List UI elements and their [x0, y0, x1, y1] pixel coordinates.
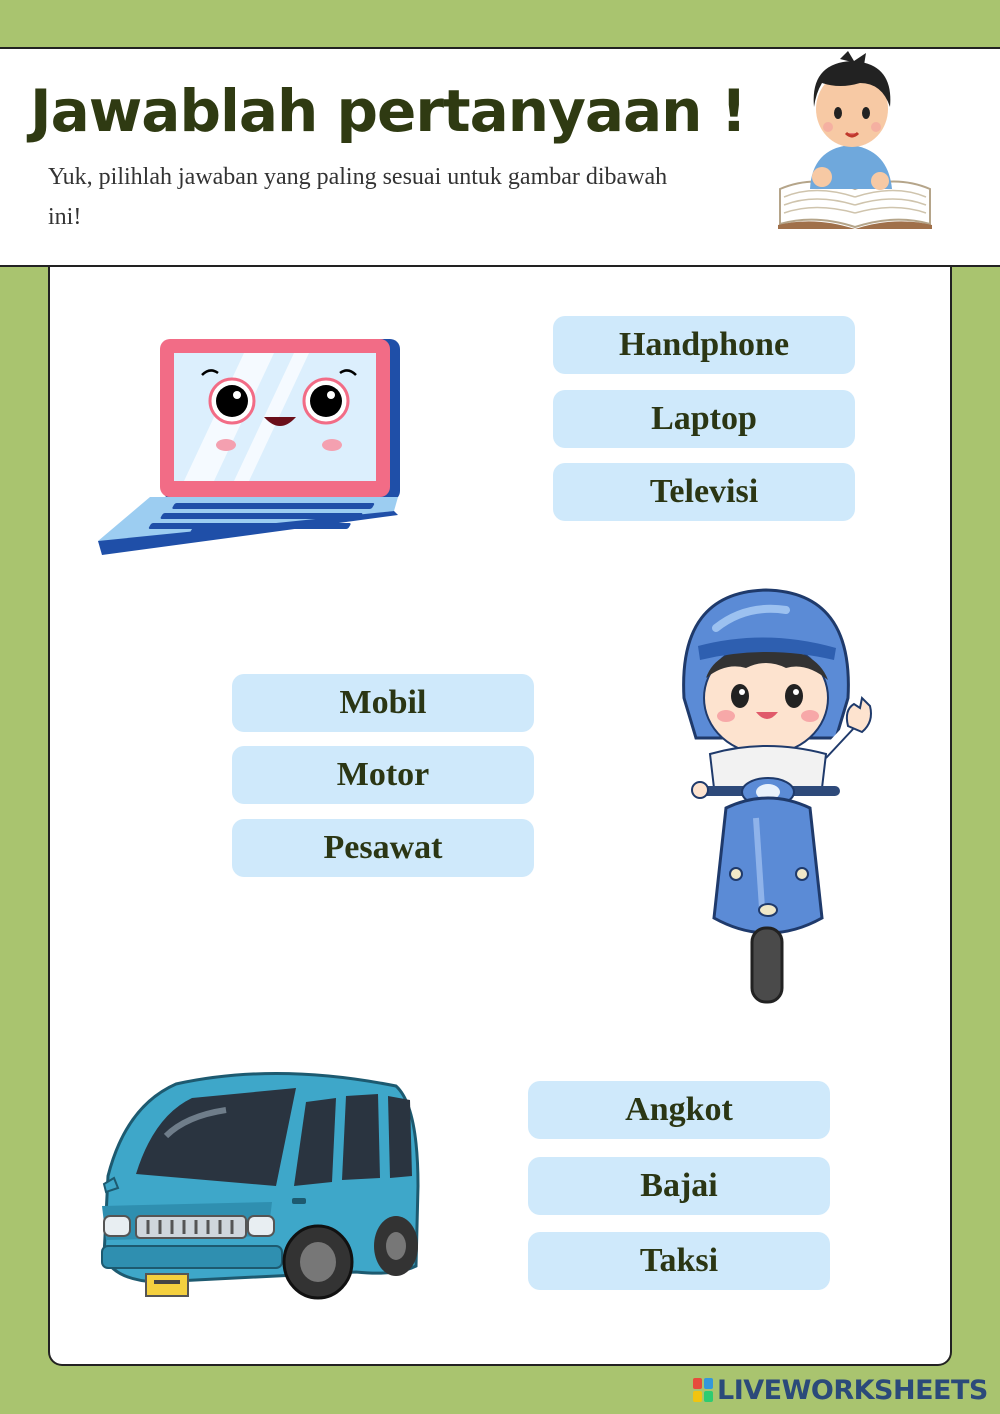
option-motor[interactable]: Motor	[232, 746, 534, 804]
minivan-illustration	[96, 1066, 426, 1306]
brand-name: LIVEWORKSHEETS	[717, 1374, 988, 1406]
option-bajai[interactable]: Bajai	[528, 1157, 830, 1215]
laptop-illustration	[94, 335, 404, 560]
boy-reading-icon	[770, 49, 940, 234]
liveworksheets-icon	[693, 1378, 713, 1402]
instructions: Yuk, pilihlah jawaban yang paling sesuai untuk gambar dibawah ini!	[48, 164, 668, 230]
option-handphone[interactable]: Handphone	[553, 316, 855, 374]
option-televisi[interactable]: Televisi	[553, 463, 855, 521]
option-laptop[interactable]: Laptop	[553, 390, 855, 448]
scooter-rider-illustration	[676, 588, 876, 1008]
header	[0, 47, 1000, 267]
liveworksheets-logo	[693, 1374, 988, 1406]
page-title: Jawablah pertanyaan !	[30, 77, 747, 145]
option-pesawat[interactable]: Pesawat	[232, 819, 534, 877]
option-mobil[interactable]: Mobil	[232, 674, 534, 732]
option-angkot[interactable]: Angkot	[528, 1081, 830, 1139]
option-taksi[interactable]: Taksi	[528, 1232, 830, 1290]
